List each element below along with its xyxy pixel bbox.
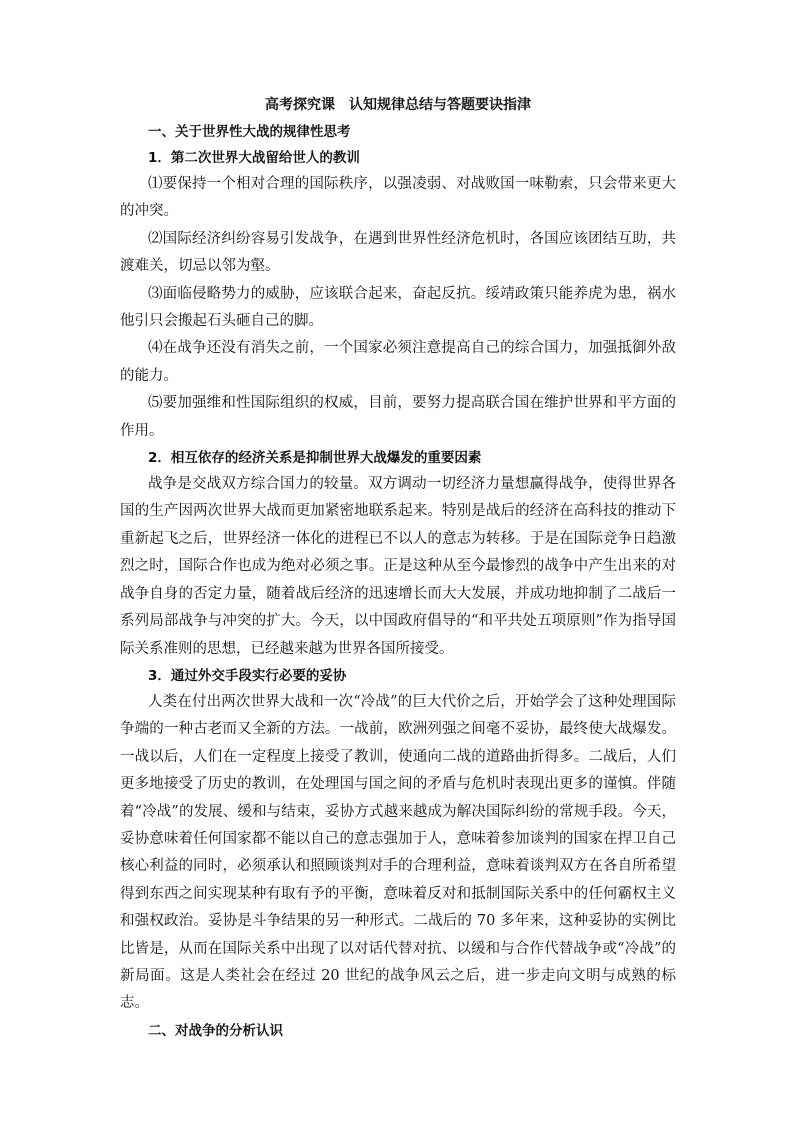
section-1-heading: 一、关于世界性大战的规律性思考 (148, 124, 351, 140)
document-title: 高考探究课 认知规律总结与答题要诀指津 (265, 97, 531, 113)
subsection-1-heading: 1．第二次世界大战留给世人的教训 (148, 150, 360, 166)
subsection-2-heading: 2．相互依存的经济关系是抑制世界大战爆发的重要因素 (148, 450, 482, 467)
lesson-item-3: ⑶面临侵略势力的威胁，应该联合起来，奋起反抗。绥靖政策只能养虎为患，祸水他引只会搬起石头砸自己的脚。 (120, 285, 676, 330)
subsection-3-heading: 3．通过外交手段实行必要的妥协 (148, 667, 347, 684)
section-2-heading: 二、对战争的分析认识 (148, 1022, 283, 1039)
lesson-item-1: ⑴要保持一个相对合理的国际秩序，以强凌弱、对战败国一味勒索，只会带来更大的冲突。 (120, 176, 676, 220)
subsection-2-body: 战争是交战双方综合国力的较量。双方调动一切经济力量想赢得战争，使得世界各国的生产因两次世界大战而更加紧密地联系起来。特别是战后的经济在高科技的推动下重新起飞之后，世界经济一体化的进程已不以人的意志为转移。于是在国际竞争日趋激烈之时，国际合作也成为绝对必须之事。正是这种从至今最惨烈的战争中产生出来的对战争自身的否定力量，随着战后经济的迅速增长而大大发展，并成功地抑制了二战后一系列局部战争与冲突的扩大。今天，以中国政府倡导的“和平共处五项原则”作为指导国际关系准则的思想，已经越来越为世界各国所接受。 (120, 476, 676, 657)
subsection-3-body: 人类在付出两次世界大战和一次“冷战”的巨大代价之后，开始学会了这种处理国际争端的一种古老而又全新的方法。一战前，欧洲列强之间毫不妥协，最终使大战爆发。一战以后，人们在一定程度上接受了教训，使通向二战的道路曲折得多。二战后，人们更多地接受了历史的教训，在处理国与国之间的矛盾与危机时表现出更多的谨慎。伴随着“冷战”的发展、缓和与结束，妥协方式越来越成为解决国际纠纷的常规手段。今天，妥协意味着任何国家都不能以自己的意志强加于人，意味着参加谈判的国家在捍卫自己核心利益的同时，必须承认和照顾谈判对手的合理利益，意味着谈判双方在各自所希望得到东西之间实现某种有取有予的平衡，意味着反对和抵制国际关系中的任何霸权主义和强权政治。妥协是斗争结果的另一种形式。二战后的 70 多年来，这种妥协的实例比比皆是，从而在国际关系中出现了以对话代替对抗、以缓和与合作代替战争或“冷战”的新局面。这是人类社会在经过 20 世纪的战争风云之后，进一步走向文明与成熟的标志。 (120, 693, 676, 1012)
lesson-item-4: ⑷在战争还没有消失之前，一个国家必须注意提高自己的综合国力，加强抵御外敌的能力。 (120, 340, 676, 384)
lesson-item-5: ⑸要加强维和性国际组织的权威，目前，要努力提高联合国在维护世界和平方面的作用。 (120, 395, 676, 439)
lesson-item-2: ⑵国际经济纠纷容易引发战争，在遇到世界性经济危机时，各国应该团结互助，共渡难关，切忌以邻为壑。 (120, 230, 676, 275)
document-page (120, 93, 676, 1044)
